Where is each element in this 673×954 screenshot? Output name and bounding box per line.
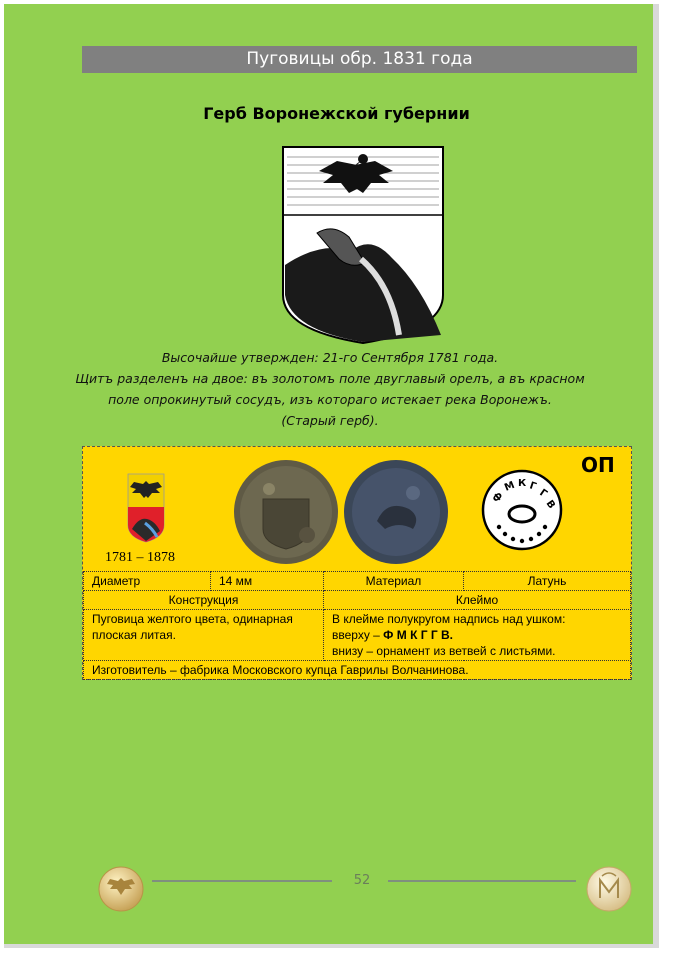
button-front-image: [233, 459, 339, 565]
table-row: [84, 572, 631, 591]
page-header: [82, 46, 637, 73]
diameter-value: 14 мм: [211, 572, 324, 591]
table-row: [84, 610, 631, 661]
caption-line: Щитъ разделенъ на двое: въ золотомъ поле двуглавый орелъ, а въ красном: [75, 371, 585, 386]
svg-text:Г: Г: [537, 487, 549, 501]
coat-of-arms-large-image: [281, 145, 445, 345]
button-back-image: [343, 459, 449, 565]
type-badge: ОП: [581, 453, 615, 477]
caption-line: Высочайше утвержден: 21-го Сентября 1781 года.: [161, 350, 499, 365]
caption-line: поле опрокинутый сосудъ, изъ котораго истекает река Воронежъ.: [108, 392, 552, 407]
maker-text: Изготовитель – фабрика Московского купца Гаврилы Волчанинова.: [84, 661, 631, 680]
caption-line: (Старый герб).: [281, 413, 379, 428]
mark-line: [332, 627, 622, 643]
coat-of-arms-small-image: [127, 473, 165, 543]
mark-label: Клеймо: [324, 591, 631, 610]
eagle-button-icon: [98, 866, 144, 912]
table-row: [84, 661, 631, 680]
mark-prefix: вверху –: [332, 628, 384, 642]
svg-text:К: К: [518, 478, 527, 489]
monogram-button-icon: [586, 866, 632, 912]
diameter-label: Диаметр: [84, 572, 211, 591]
section-title: Герб Воронежской губернии: [203, 104, 470, 123]
mark-line: В клейме полукругом надпись над ушком:: [332, 612, 566, 626]
svg-text:Г: Г: [528, 480, 538, 493]
page-number: 52: [353, 873, 371, 888]
footer-divider-right: [388, 880, 576, 882]
mark-text: [324, 610, 631, 661]
construction-line: плоская литая.: [92, 628, 176, 642]
specs-table: [83, 571, 631, 680]
material-value: Латунь: [464, 572, 631, 591]
button-info-card: [82, 446, 632, 680]
material-label: Материал: [324, 572, 464, 591]
table-row: [84, 591, 631, 610]
mark-letters: Ф М К Г Г В.: [383, 628, 454, 642]
construction-line: Пуговица желтого цвета, одинарная: [92, 612, 293, 626]
svg-text:В: В: [543, 498, 557, 511]
construction-label: Конструкция: [84, 591, 324, 610]
header-title: Пуговицы обр. 1831 года: [246, 49, 473, 69]
coat-of-arms-caption: [70, 347, 590, 431]
images-row: [83, 447, 631, 571]
hallmark-stamp-diagram: [481, 469, 563, 551]
svg-text:Ф: Ф: [490, 490, 506, 506]
mark-line: внизу – орнамент из ветвей с листьями.: [332, 644, 556, 658]
svg-text:М: М: [503, 479, 517, 494]
construction-text: [84, 610, 324, 661]
footer-divider-left: [152, 880, 332, 882]
period-label: 1781 – 1878: [105, 550, 175, 565]
